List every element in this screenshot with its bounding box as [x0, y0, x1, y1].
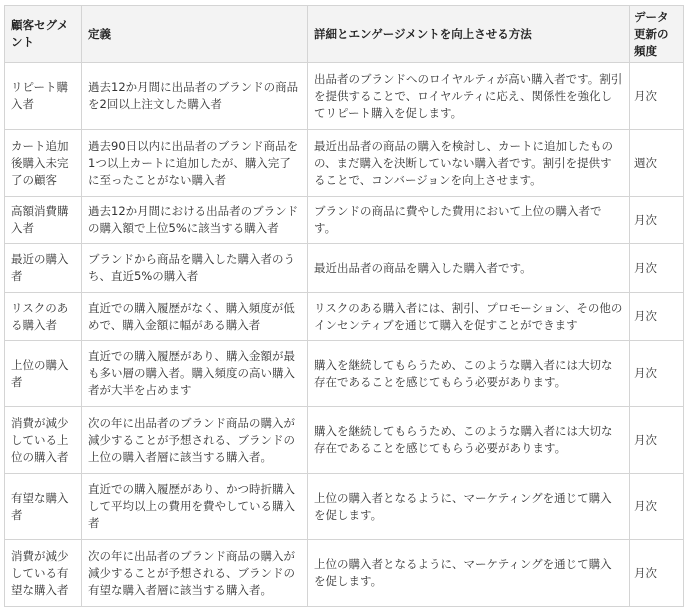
- table-header-row: [5, 6, 684, 63]
- cell-details: リスクのある購入者には、割引、プロモーション、その他のインセンティブを通じて購入を促すことができます: [308, 293, 630, 341]
- cell-details: 最近出品者の商品を購入した購入者です。: [308, 244, 630, 293]
- cell-segment: 上位の購入者: [5, 341, 82, 407]
- cell-segment: リピート購入者: [5, 63, 82, 130]
- customer-segment-table: [4, 5, 684, 607]
- table-row: [5, 197, 684, 244]
- cell-frequency: 月次: [630, 540, 684, 607]
- cell-frequency: 月次: [630, 474, 684, 540]
- cell-frequency: 月次: [630, 341, 684, 407]
- cell-segment: カート追加後購入未完了の顧客: [5, 130, 82, 197]
- cell-details: 出品者のブランドへのロイヤルティが高い購入者です。割引を提供することで、ロイヤルティに応え、関係性を強化してリピート購入を促します。: [308, 63, 630, 130]
- cell-definition: 直近での購入履歴があり、かつ時折購入して平均以上の費用を費やしている購入者: [82, 474, 308, 540]
- cell-segment: 消費が減少している上位の購入者: [5, 407, 82, 474]
- cell-details: ブランドの商品に費やした費用において上位の購入者です。: [308, 197, 630, 244]
- table-row: [5, 474, 684, 540]
- table-row: [5, 341, 684, 407]
- cell-definition: ブランドから商品を購入した購入者のうち、直近5%の購入者: [82, 244, 308, 293]
- cell-definition: 直近での購入履歴がなく、購入頻度が低めで、購入金額に幅がある購入者: [82, 293, 308, 341]
- customer-segment-table-container: [4, 5, 684, 607]
- cell-segment: 高額消費購入者: [5, 197, 82, 244]
- cell-details: 購入を継続してもらうため、このような購入者には大切な存在であることを感じてもらう必要があります。: [308, 341, 630, 407]
- cell-frequency: 月次: [630, 63, 684, 130]
- header-frequency: データ更新の頻度: [630, 6, 684, 63]
- table-row: [5, 540, 684, 607]
- cell-definition: 過去12か月間に出品者のブランドの商品を2回以上注文した購入者: [82, 63, 308, 130]
- cell-segment: 消費が減少している有望な購入者: [5, 540, 82, 607]
- cell-definition: 過去90日以内に出品者のブランド商品を1つ以上カートに追加したが、購入完了に至ったことがない購入者: [82, 130, 308, 197]
- cell-details: 上位の購入者となるように、マーケティングを通じて購入を促します。: [308, 540, 630, 607]
- cell-definition: 直近での購入履歴があり、購入金額が最も多い層の購入者。購入頻度の高い購入者が大半を占めます: [82, 341, 308, 407]
- cell-definition: 次の年に出品者のブランド商品の購入が減少することが予想される、ブランドの有望な購入者層に該当する購入者。: [82, 540, 308, 607]
- cell-definition: 過去12か月間における出品者のブランドの購入額で上位5%に該当する購入者: [82, 197, 308, 244]
- header-segment: 顧客セグメント: [5, 6, 82, 63]
- cell-frequency: 週次: [630, 130, 684, 197]
- table-row: [5, 63, 684, 130]
- cell-definition: 次の年に出品者のブランド商品の購入が減少することが予想される、ブランドの上位の購入者層に該当する購入者。: [82, 407, 308, 474]
- cell-frequency: 月次: [630, 293, 684, 341]
- header-definition: 定義: [82, 6, 308, 63]
- cell-frequency: 月次: [630, 197, 684, 244]
- table-row: [5, 407, 684, 474]
- cell-frequency: 月次: [630, 407, 684, 474]
- cell-details: 購入を継続してもらうため、このような購入者には大切な存在であることを感じてもらう必要があります。: [308, 407, 630, 474]
- cell-segment: 最近の購入者: [5, 244, 82, 293]
- cell-frequency: 月次: [630, 244, 684, 293]
- cell-segment: 有望な購入者: [5, 474, 82, 540]
- cell-details: 上位の購入者となるように、マーケティングを通じて購入を促します。: [308, 474, 630, 540]
- table-row: [5, 293, 684, 341]
- cell-segment: リスクのある購入者: [5, 293, 82, 341]
- cell-details: 最近出品者の商品の購入を検討し、カートに追加したものの、まだ購入を決断していない購入者です。割引を提供することで、コンバージョンを向上させます。: [308, 130, 630, 197]
- table-row: [5, 244, 684, 293]
- header-details: 詳細とエンゲージメントを向上させる方法: [308, 6, 630, 63]
- table-row: [5, 130, 684, 197]
